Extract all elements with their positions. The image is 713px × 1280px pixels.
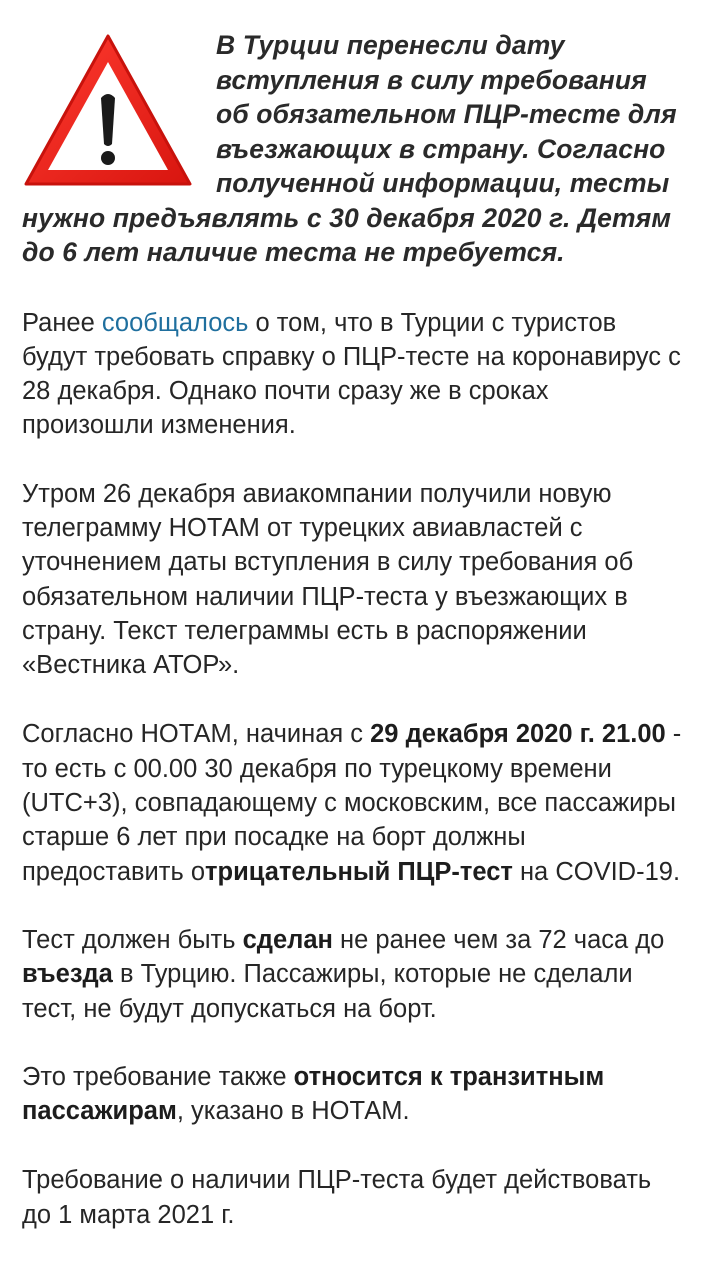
- paragraph-3: Согласно НОТАМ, начиная с 29 декабря 2020 г. 21.00 - то есть с 00.00 30 декабря по турецкому времени (UTC+3), совпадающему с московским, все пассажиры старше 6 лет при посадке на борт должны предоставить отрицательный ПЦР-тест на COVID-19.: [22, 720, 682, 886]
- reported-link[interactable]: сообщалось: [101, 308, 249, 337]
- date-highlight: 29 декабря 2020 г. 21.00: [370, 720, 666, 749]
- transit-highlight: относится к транзитным пассажирам: [22, 1062, 605, 1126]
- paragraph-2: Утром 26 декабря авиакомпании получили новую телеграмму НОТАМ от турецких авиавластей с уточнением даты вступления в силу требования об обязательном наличии ПЦР-теста у въезжающих в страну. Текст телеграммы есть в распоряжении «Вестника АТОР».: [22, 479, 634, 680]
- paragraph-4: Тест должен быть сделан не ранее чем за 72 часа до въезда в Турцию. Пассажиры, которые не сделали тест, не будут допускаться на борт.: [22, 925, 665, 1023]
- paragraph-1: Ранее сообщалось о том, что в Турции с туристов будут требовать справку о ПЦР-тесте на коронавирус с 28 декабря. Однако почти сразу же в сроках произошли изменения.: [22, 308, 681, 440]
- negative-test-highlight: трицательный ПЦР-тест: [205, 857, 513, 886]
- warning-triangle-icon: [22, 32, 194, 192]
- paragraph-6: Требование о наличии ПЦР-теста будет действовать до 1 марта 2021 г.: [22, 1166, 652, 1229]
- lead-text: В Турции перенесли дату вступления в силу требования об обязательном ПЦР-тесте для въезжающих в страну. Согласно полученной информации, тесты нужно предъявлять с 30 декабря 2020 г. Детям до 6 лет наличие теста не требуется.: [22, 30, 677, 267]
- article-lead: [22, 28, 687, 270]
- paragraph-5: Это требование также относится к транзитным пассажирам, указано в НОТАМ.: [22, 1062, 605, 1126]
